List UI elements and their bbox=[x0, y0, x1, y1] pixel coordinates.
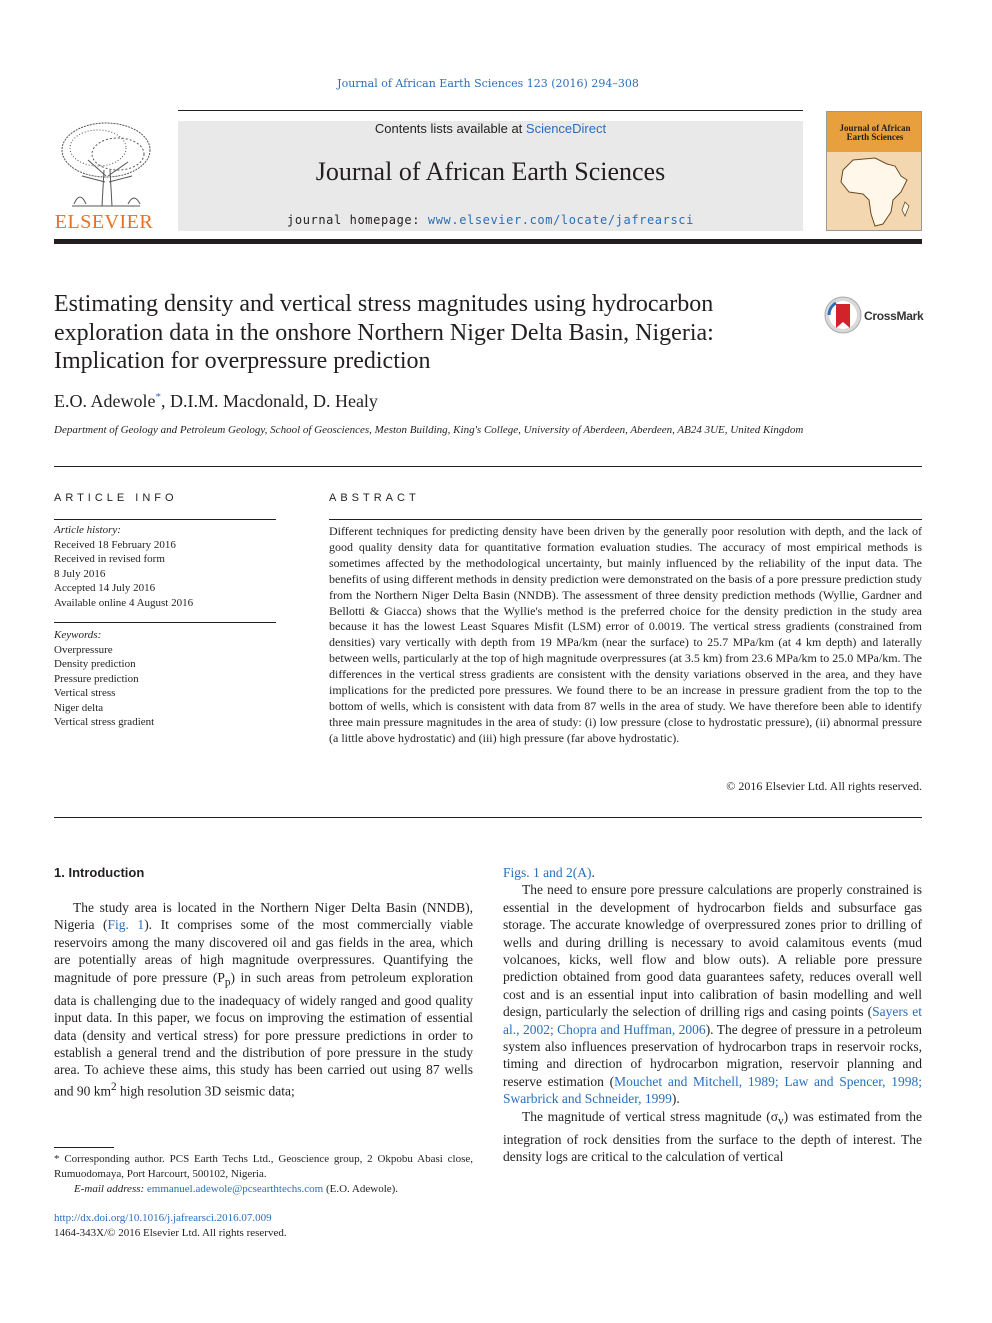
keywords-list bbox=[54, 628, 276, 730]
journal-homepage-line bbox=[178, 213, 803, 227]
figure-ref-link[interactable]: Fig. 1 bbox=[107, 917, 145, 933]
text-run: ) in such areas from petroleum exploration data is challenging due to the inadequacy of widely ranged and good quality input data. In this paper, we focus on improving the estimation of essential data (density and vertical stress) for pore pressure predictions in order to establish a general trend and the distribution of pore pressure in the study area. To achieve these aims, this study has been carried out using 87 wells and 90 km bbox=[54, 969, 473, 1099]
text-run: ) was estimated from the integration of rock densities from the surface to the depth of interest. The density logs are critical to the calculation of vertical bbox=[503, 1108, 922, 1165]
text-run: The study area is located in the Northern Niger Delta Basin (NNDB), Nigeria ( bbox=[54, 900, 473, 933]
rule-below-affiliation bbox=[54, 466, 922, 467]
cover-title: Journal of African Earth Sciences bbox=[839, 123, 911, 142]
contents-line bbox=[178, 121, 803, 136]
footnote-address bbox=[54, 1152, 473, 1182]
right-column bbox=[503, 864, 922, 1166]
keyword-item: Pressure prediction bbox=[54, 672, 139, 685]
figure-ref-link[interactable]: Figs. 1 and 2(A) bbox=[503, 865, 592, 880]
homepage-prefix: journal homepage: bbox=[287, 213, 428, 227]
history-item: Accepted 14 July 2016 bbox=[54, 582, 156, 594]
elsevier-tree-logo-icon bbox=[58, 120, 154, 210]
article-info-rule bbox=[54, 519, 276, 520]
corresponding-author-mark[interactable]: * bbox=[155, 391, 161, 403]
text-run: ). It comprises some of the most commercially viable reservoirs among the many discovered oil and gas fields in the area, which are potentially areas of high magnitude overpressures. Quantifying the magnitude of pore pressure (P bbox=[54, 917, 473, 985]
footnote-email-line bbox=[54, 1182, 473, 1197]
intro-paragraph-1 bbox=[54, 899, 473, 1100]
footnote-mark: * bbox=[54, 1153, 60, 1165]
abstract-copyright: © 2016 Elsevier Ltd. All rights reserved. bbox=[726, 779, 922, 793]
history-label: Article history: bbox=[54, 524, 121, 536]
crossmark-label[interactable]: CrossMark bbox=[864, 309, 924, 323]
masthead-top-rule bbox=[178, 110, 803, 111]
keywords-rule bbox=[54, 622, 276, 623]
corresponding-author-footnote bbox=[54, 1152, 473, 1197]
intro-paragraph-1-continued bbox=[503, 864, 922, 881]
intro-paragraph-3 bbox=[503, 1108, 922, 1166]
abstract-heading: ABSTRACT bbox=[329, 492, 420, 504]
africa-map-icon bbox=[835, 154, 915, 230]
contents-prefix: Contents lists available at bbox=[374, 121, 526, 136]
author-list bbox=[54, 391, 378, 412]
text-run: . bbox=[591, 865, 595, 880]
email-label: E-mail address: bbox=[74, 1183, 147, 1195]
email-link[interactable]: emmanuel.adewole@pcsearthtechs.com bbox=[146, 1183, 324, 1195]
footnote-rule bbox=[54, 1147, 114, 1148]
history-item: Received in revised form bbox=[54, 553, 165, 565]
superscript: 2 bbox=[111, 1080, 117, 1093]
article-history bbox=[54, 523, 276, 610]
header-thick-rule bbox=[54, 239, 922, 244]
history-item: Received 18 February 2016 bbox=[54, 538, 176, 551]
author-rest: , D.I.M. Macdonald, D. Healy bbox=[160, 391, 378, 411]
crossmark-icon[interactable] bbox=[824, 296, 862, 334]
text-run: high resolution 3D seismic data; bbox=[116, 1083, 295, 1099]
rule-below-abstract bbox=[54, 817, 922, 818]
abstract-text: Different techniques for predicting density have been driven by the generally poor resolution with depth, and the lack of good quality density data for quantitative formation evaluation studies. The accuracy of most empirical methods is sometimes affected by the methodological uncertainty, but mainly influenced by the reliability of the input data. The benefits of using different methods in density prediction were demonstrated on the basis of a pore pressure prediction study from the Northern Niger Delta Basin (NNDB). The assessment of three density prediction methods (Wyllie, Gardner and Bellotti & Giacca) shows that the Wyllie's method is the preferred choice for the density prediction in the study area because it has the lowest Least Squares Misfit (LSM) error of 0.0019. The vertical stress gradients (constrained from densities) vary vertically with depth from 19 MPa/km (near the surface) to 25.7 MPa/km (at 4 km depth) and laterally between wells, particularly at the top of high magnitude overpressures (at 3.5 km) from 23.6 MPa/km to 25.0 MPa/km. The differences in the vertical stress gradients are consistent with the density variations observed in the area, and they have implications for the predicted pore pressures. We found there to be an increase in pressure gradient from the top to the bottom of wells, which is consistent with data from 87 wells in the area of study. We have therefore been able to identify three main pressure magnitudes in the area of study: (i) low pressure (close to hydrostatic pressure), (ii) abnormal pressure (a little above hydrostatic) and (iii) high pressure (far above hydrostatic). bbox=[329, 524, 922, 745]
journal-title: Journal of African Earth Sciences bbox=[315, 157, 666, 186]
keywords-label: Keywords: bbox=[54, 629, 102, 641]
keyword-item: Overpressure bbox=[54, 643, 113, 656]
keyword-item: Niger delta bbox=[54, 701, 104, 714]
sciencedirect-link[interactable]: ScienceDirect bbox=[525, 121, 607, 136]
journal-masthead bbox=[178, 121, 803, 231]
subscript: p bbox=[224, 976, 231, 989]
text-run: The need to ensure pore pressure calculations are properly constrained is essential in the development of hydrocarbon fields and subsurface gas storage. The accurate knowledge of overpressured zones prior to drilling of wells and during drilling is necessary to avoid calamitous events (mud volcanoes, kicks, well flow and blow outs). A reliable pore pressure prediction obtained from good data guarantees safety, reduces overall well cost and is an essential input into calibration of basin modelling and well design, particularly the selection of drilling rigs and casing points ( bbox=[503, 882, 922, 1020]
homepage-link[interactable]: www.elsevier.com/locate/jafrearsci bbox=[427, 213, 694, 227]
article-info-heading: ARTICLE INFO bbox=[54, 492, 178, 504]
journal-citation[interactable]: Journal of African Earth Sciences 123 (2016) 294–308 bbox=[337, 77, 639, 90]
citation-link[interactable]: Mouchet and Mitchell, 1989; Law and Spencer, 1998; Swarbrick and Schneider, 1999 bbox=[503, 1073, 923, 1107]
author-affiliation: Department of Geology and Petroleum Geology, School of Geosciences, Meston Building, King's College, University of Aberdeen, Aberdeen, AB24 3UE, United Kingdom bbox=[54, 424, 804, 436]
author-first: E.O. Adewole bbox=[54, 391, 156, 411]
article-title: Estimating density and vertical stress magnitudes using hydrocarbon exploration data in the onshore Northern Niger Delta Basin, Nigeria: Implication for overpressure prediction bbox=[54, 291, 714, 374]
section-heading-introduction: 1. Introduction bbox=[54, 865, 145, 880]
keyword-item: Vertical stress gradient bbox=[54, 716, 155, 728]
keyword-item: Vertical stress bbox=[54, 687, 116, 699]
subscript: v bbox=[778, 1115, 784, 1128]
intro-paragraph-2 bbox=[503, 881, 922, 1107]
abstract-rule bbox=[329, 519, 922, 520]
keyword-item: Density prediction bbox=[54, 658, 136, 670]
text-run: The magnitude of vertical stress magnitude (σ bbox=[522, 1108, 779, 1124]
text-run: ). bbox=[671, 1091, 680, 1107]
history-item: 8 July 2016 bbox=[54, 567, 106, 580]
journal-cover-thumbnail[interactable] bbox=[826, 111, 922, 231]
doi-link[interactable]: http://dx.doi.org/10.1016/j.jafrearsci.2016.07.009 bbox=[54, 1212, 272, 1224]
elsevier-wordmark: ELSEVIER bbox=[54, 211, 154, 233]
text-run: ). The degree of pressure in a petroleum system also influences preservation of hydrocarbon traps in reservoir rocks, timing and direction of hydrocarbon migration, reservoir planning and reserve estimation ( bbox=[503, 1021, 922, 1089]
email-suffix: (E.O. Adewole). bbox=[323, 1183, 399, 1195]
history-item: Available online 4 August 2016 bbox=[54, 596, 194, 609]
footnote-text: Corresponding author. PCS Earth Techs Ltd., Geoscience group, 2 Okpobu Abasi close, Rumuodomaya, Port Harcourt, 500102, Nigeria. bbox=[54, 1153, 473, 1180]
issn-copyright: 1464-343X/© 2016 Elsevier Ltd. All rights reserved. bbox=[54, 1227, 287, 1239]
citation-link[interactable]: Sayers et al., 2002; Chopra and Huffman, 2006 bbox=[503, 1004, 923, 1037]
